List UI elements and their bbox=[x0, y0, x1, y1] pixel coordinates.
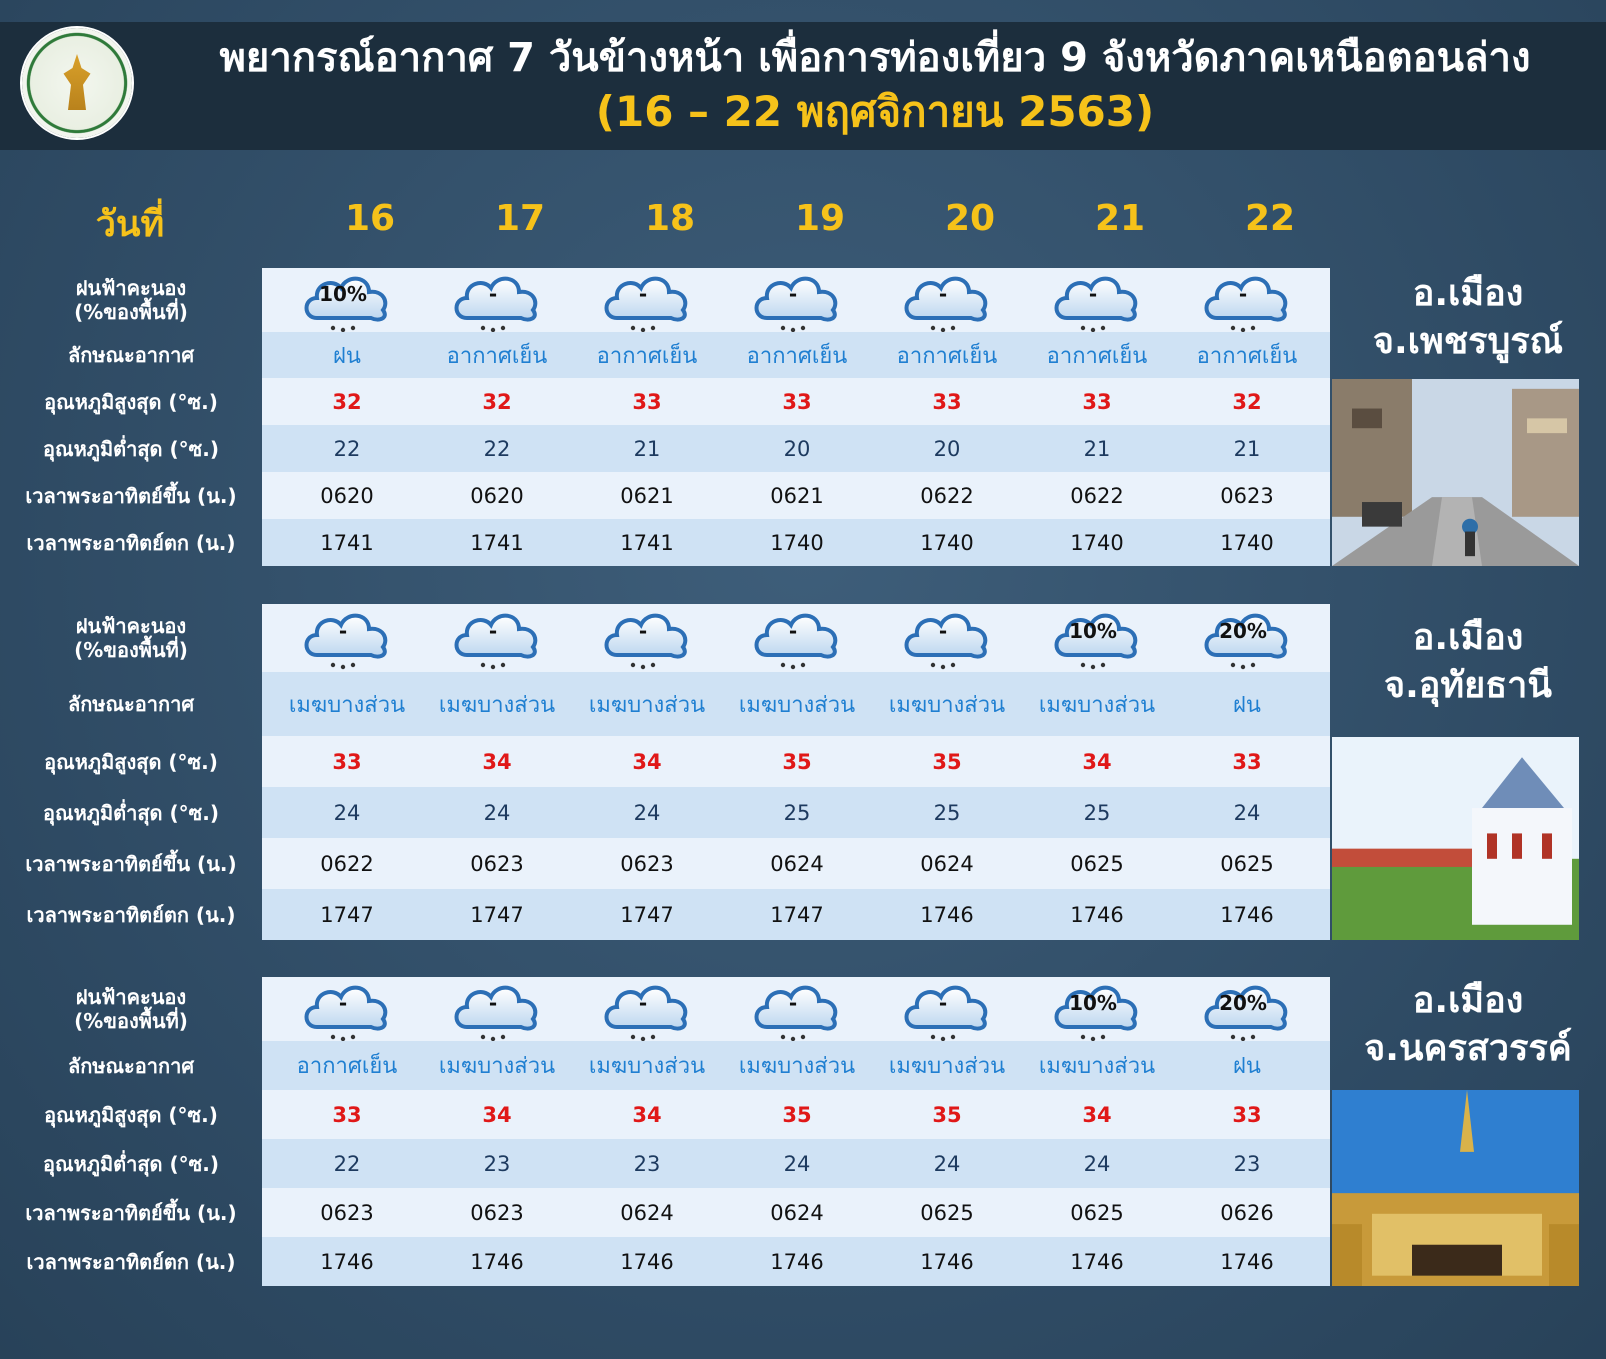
rain-cloud-icon bbox=[449, 977, 545, 1047]
row-condition bbox=[262, 1041, 1330, 1090]
min-temp-cell: 21 bbox=[1233, 436, 1261, 461]
condition-cell: อากาศเย็น bbox=[896, 343, 998, 369]
rain-cloud-cell bbox=[422, 605, 572, 675]
sunrise-cell: 0622 bbox=[1070, 483, 1124, 508]
sunrise-cell: 0622 bbox=[920, 483, 974, 508]
min-temp-cell: 23 bbox=[483, 1151, 511, 1176]
province-name: จ.อุทัยธานี bbox=[1383, 665, 1552, 706]
row-label-rain bbox=[0, 977, 262, 1041]
condition-cell: เมฆบางส่วน bbox=[438, 692, 556, 718]
rain-cloud-icon bbox=[749, 268, 845, 338]
row-min-temp bbox=[262, 425, 1330, 472]
max-temp-cell: 35 bbox=[782, 749, 812, 774]
row-sunset bbox=[262, 889, 1330, 940]
min-temp-cell: 21 bbox=[1083, 436, 1111, 461]
sunset-cell: 1740 bbox=[920, 530, 974, 555]
sunrise-cell: 0625 bbox=[920, 1200, 974, 1225]
row-label-sunrise: เวลาพระอาทิตย์ขึ้น (น.) bbox=[25, 483, 237, 508]
sunset-cell: 1741 bbox=[620, 530, 674, 555]
rain-percent: - bbox=[338, 991, 348, 1015]
rain-percent: - bbox=[488, 282, 498, 306]
rain-cloud-cell bbox=[872, 977, 1022, 1047]
rain-percent: - bbox=[1238, 282, 1248, 306]
forecast-table bbox=[262, 977, 1330, 1286]
rain-cloud-icon bbox=[1049, 605, 1145, 675]
rain-cloud-icon bbox=[1199, 605, 1295, 675]
max-temp-cell: 33 bbox=[332, 749, 362, 774]
page-title: พยากรณ์อากาศ 7 วันข้างหน้า เพื่อการท่องเที่ยว 9 จังหวัดภาคเหนือตอนล่าง bbox=[219, 35, 1531, 81]
date-range-subtitle: (16 – 22 พฤศจิกายน 2563) bbox=[595, 87, 1155, 136]
day-number: 20 bbox=[944, 198, 996, 239]
rain-cloud-cell bbox=[572, 977, 722, 1047]
sunrise-cell: 0620 bbox=[470, 483, 524, 508]
sunrise-cell: 0625 bbox=[1070, 1200, 1124, 1225]
row-max-temp bbox=[262, 1090, 1330, 1139]
sunrise-cell: 0620 bbox=[320, 483, 374, 508]
rain-cloud-icon bbox=[299, 977, 395, 1047]
row-label-rain bbox=[0, 604, 262, 672]
row-label-rain bbox=[0, 268, 262, 332]
rain-percent: - bbox=[938, 991, 948, 1015]
sunset-cell: 1740 bbox=[770, 530, 824, 555]
rain-percent: 10% bbox=[319, 282, 367, 306]
rain-percent: 20% bbox=[1219, 991, 1267, 1015]
min-temp-cell: 24 bbox=[633, 800, 661, 825]
condition-cell: เมฆบางส่วน bbox=[888, 1054, 1006, 1079]
max-temp-cell: 33 bbox=[1232, 749, 1262, 774]
max-temp-cell: 33 bbox=[932, 389, 962, 414]
sunset-cell: 1740 bbox=[1070, 530, 1124, 555]
condition-cell: อากาศเย็น bbox=[1046, 343, 1148, 369]
row-condition bbox=[262, 332, 1330, 378]
rain-cloud-cell bbox=[872, 268, 1022, 338]
min-temp-cell: 22 bbox=[333, 436, 361, 461]
sunrise-cell: 0621 bbox=[620, 483, 674, 508]
rain-percent: - bbox=[788, 282, 798, 306]
day-number: 21 bbox=[1094, 198, 1146, 239]
rain-cloud-cell bbox=[1172, 605, 1322, 675]
row-label-min-temp: อุณหภูมิต่ำสุด (°ซ.) bbox=[43, 800, 219, 825]
sunset-cell: 1747 bbox=[620, 902, 674, 927]
sunset-cell: 1746 bbox=[320, 1249, 374, 1274]
sunrise-cell: 0624 bbox=[920, 851, 974, 876]
rain-percent: - bbox=[1088, 282, 1098, 306]
rain-label-line1: ฝนฟ้าคะนอง bbox=[75, 614, 187, 638]
min-temp-cell: 25 bbox=[783, 800, 811, 825]
rain-cloud-icon bbox=[1199, 977, 1295, 1047]
condition-cell: เมฆบางส่วน bbox=[1038, 692, 1156, 718]
department-logo bbox=[22, 28, 132, 138]
min-temp-cell: 22 bbox=[483, 436, 511, 461]
rain-percent: - bbox=[638, 282, 648, 306]
rain-percent: - bbox=[788, 619, 798, 643]
sunrise-cell: 0624 bbox=[770, 1200, 824, 1225]
min-temp-cell: 24 bbox=[933, 1151, 961, 1176]
rain-cloud-icon bbox=[1199, 268, 1295, 338]
golden-pagoda-photo bbox=[1332, 1090, 1579, 1286]
province-name: จ.นครสวรรค์ bbox=[1364, 1028, 1572, 1069]
max-temp-cell: 33 bbox=[782, 389, 812, 414]
condition-cell: เมฆบางส่วน bbox=[738, 692, 856, 718]
min-temp-cell: 23 bbox=[633, 1151, 661, 1176]
sunrise-cell: 0623 bbox=[470, 1200, 524, 1225]
rain-percent: 10% bbox=[1069, 619, 1117, 643]
rain-cloud-icon bbox=[299, 268, 395, 338]
sunset-cell: 1746 bbox=[920, 902, 974, 927]
condition-cell: อากาศเย็น bbox=[596, 343, 698, 369]
sunrise-cell: 0625 bbox=[1220, 851, 1274, 876]
sunset-cell: 1746 bbox=[1070, 902, 1124, 927]
header-bar bbox=[0, 22, 1606, 150]
rain-cloud-cell bbox=[572, 605, 722, 675]
forecast-table bbox=[262, 268, 1330, 566]
sunset-cell: 1747 bbox=[470, 902, 524, 927]
row-max-temp bbox=[262, 378, 1330, 425]
sunset-cell: 1746 bbox=[470, 1249, 524, 1274]
max-temp-cell: 34 bbox=[482, 1102, 512, 1127]
rain-cloud-cell bbox=[872, 605, 1022, 675]
rain-label-line2: (%ของพื้นที่) bbox=[74, 1009, 188, 1033]
rain-cloud-icon bbox=[749, 605, 845, 675]
sunset-cell: 1746 bbox=[770, 1249, 824, 1274]
sunrise-cell: 0623 bbox=[620, 851, 674, 876]
min-temp-cell: 25 bbox=[1083, 800, 1111, 825]
rain-cloud-icon bbox=[449, 605, 545, 675]
white-pavilion-photo bbox=[1332, 737, 1579, 940]
day-number: 18 bbox=[644, 198, 696, 239]
row-label-sunset: เวลาพระอาทิตย์ตก (น.) bbox=[26, 902, 236, 927]
row-label-min-temp: อุณหภูมิต่ำสุด (°ซ.) bbox=[43, 1151, 219, 1176]
province-section bbox=[0, 604, 1606, 940]
province-section bbox=[0, 977, 1606, 1286]
condition-cell: เมฆบางส่วน bbox=[588, 692, 706, 718]
forecast-table bbox=[262, 604, 1330, 940]
row-label-sunset: เวลาพระอาทิตย์ตก (น.) bbox=[26, 1249, 236, 1274]
day-number: 17 bbox=[494, 198, 546, 239]
condition-cell: อากาศเย็น bbox=[296, 1054, 398, 1079]
min-temp-cell: 24 bbox=[1083, 1151, 1111, 1176]
rain-percent: - bbox=[638, 991, 648, 1015]
place-name bbox=[1330, 977, 1606, 1073]
rain-cloud-icon bbox=[449, 268, 545, 338]
rain-label-line2: (%ของพื้นที่) bbox=[74, 300, 188, 324]
row-min-temp bbox=[262, 787, 1330, 838]
rain-cloud-cell bbox=[722, 977, 872, 1047]
min-temp-cell: 21 bbox=[633, 436, 661, 461]
max-temp-cell: 34 bbox=[1082, 1102, 1112, 1127]
sunrise-cell: 0623 bbox=[1220, 483, 1274, 508]
day-number: 16 bbox=[344, 198, 396, 239]
row-label-sunrise: เวลาพระอาทิตย์ขึ้น (น.) bbox=[25, 851, 237, 876]
rain-cloud-icon bbox=[599, 268, 695, 338]
rain-label-line1: ฝนฟ้าคะนอง bbox=[75, 985, 187, 1009]
condition-cell: อากาศเย็น bbox=[446, 343, 548, 369]
row-label-sunset: เวลาพระอาทิตย์ตก (น.) bbox=[26, 530, 236, 555]
condition-cell: ฝน bbox=[1233, 692, 1261, 718]
rain-cloud-cell bbox=[1022, 605, 1172, 675]
sunset-cell: 1746 bbox=[1070, 1249, 1124, 1274]
condition-cell: ฝน bbox=[1233, 1054, 1261, 1079]
max-temp-cell: 33 bbox=[332, 1102, 362, 1127]
district-name: อ.เมือง bbox=[1412, 273, 1524, 314]
max-temp-cell: 33 bbox=[632, 389, 662, 414]
sunset-cell: 1746 bbox=[620, 1249, 674, 1274]
max-temp-cell: 34 bbox=[1082, 749, 1112, 774]
condition-cell: เมฆบางส่วน bbox=[888, 692, 1006, 718]
rain-cloud-icon bbox=[899, 268, 995, 338]
rain-cloud-icon bbox=[1049, 268, 1145, 338]
row-max-temp bbox=[262, 736, 1330, 787]
rain-cloud-cell bbox=[1022, 977, 1172, 1047]
rain-label-line2: (%ของพื้นที่) bbox=[74, 638, 188, 662]
rain-cloud-cell bbox=[422, 977, 572, 1047]
rain-percent: - bbox=[788, 991, 798, 1015]
max-temp-cell: 32 bbox=[482, 389, 512, 414]
rain-cloud-icon bbox=[899, 977, 995, 1047]
sunset-cell: 1747 bbox=[770, 902, 824, 927]
condition-cell: เมฆบางส่วน bbox=[438, 1054, 556, 1079]
row-min-temp bbox=[262, 1139, 1330, 1188]
sunrise-cell: 0624 bbox=[620, 1200, 674, 1225]
row-sunrise bbox=[262, 1188, 1330, 1237]
sunrise-cell: 0625 bbox=[1070, 851, 1124, 876]
min-temp-cell: 20 bbox=[783, 436, 811, 461]
rain-cloud-cell bbox=[722, 268, 872, 338]
day-number: 22 bbox=[1244, 198, 1296, 239]
row-rain bbox=[262, 977, 1330, 1041]
min-temp-cell: 24 bbox=[483, 800, 511, 825]
row-label-condition: ลักษณะอากาศ bbox=[67, 1053, 195, 1078]
row-sunset bbox=[262, 1237, 1330, 1286]
max-temp-cell: 33 bbox=[1232, 1102, 1262, 1127]
max-temp-cell: 32 bbox=[332, 389, 362, 414]
district-name: อ.เมือง bbox=[1412, 980, 1524, 1021]
row-rain bbox=[262, 604, 1330, 672]
district-name: อ.เมือง bbox=[1412, 617, 1524, 658]
rain-percent: 20% bbox=[1219, 619, 1267, 643]
condition-cell: เมฆบางส่วน bbox=[1038, 1054, 1156, 1079]
max-temp-cell: 34 bbox=[632, 1102, 662, 1127]
rain-cloud-icon bbox=[599, 605, 695, 675]
condition-cell: อากาศเย็น bbox=[1196, 343, 1298, 369]
rain-percent: - bbox=[488, 991, 498, 1015]
row-label-min-temp: อุณหภูมิต่ำสุด (°ซ.) bbox=[43, 436, 219, 461]
rain-cloud-cell bbox=[272, 605, 422, 675]
rain-cloud-cell bbox=[1022, 268, 1172, 338]
rain-percent: 10% bbox=[1069, 991, 1117, 1015]
min-temp-cell: 24 bbox=[1233, 800, 1261, 825]
sunrise-cell: 0621 bbox=[770, 483, 824, 508]
row-sunrise bbox=[262, 472, 1330, 519]
max-temp-cell: 34 bbox=[482, 749, 512, 774]
rain-cloud-icon bbox=[899, 605, 995, 675]
rain-cloud-icon bbox=[599, 977, 695, 1047]
street-scene-photo bbox=[1332, 379, 1579, 566]
row-label-sunrise: เวลาพระอาทิตย์ขึ้น (น.) bbox=[25, 1200, 237, 1225]
sunrise-cell: 0626 bbox=[1220, 1200, 1274, 1225]
max-temp-cell: 34 bbox=[632, 749, 662, 774]
province-name: จ.เพชรบูรณ์ bbox=[1372, 321, 1564, 362]
rain-percent: - bbox=[638, 619, 648, 643]
rain-cloud-icon bbox=[1049, 977, 1145, 1047]
deity-figure-icon bbox=[62, 54, 92, 110]
sunset-cell: 1746 bbox=[920, 1249, 974, 1274]
row-condition bbox=[262, 672, 1330, 736]
sunset-cell: 1741 bbox=[320, 530, 374, 555]
row-rain bbox=[262, 268, 1330, 332]
rain-cloud-cell bbox=[422, 268, 572, 338]
rain-percent: - bbox=[488, 619, 498, 643]
province-section bbox=[0, 268, 1606, 566]
row-label-condition: ลักษณะอากาศ bbox=[67, 692, 195, 716]
sunset-cell: 1741 bbox=[470, 530, 524, 555]
row-label-max-temp: อุณหภูมิสูงสุด (°ซ.) bbox=[44, 749, 218, 774]
min-temp-cell: 24 bbox=[783, 1151, 811, 1176]
rain-cloud-cell bbox=[722, 605, 872, 675]
condition-cell: เมฆบางส่วน bbox=[288, 692, 406, 718]
sunset-cell: 1746 bbox=[1220, 902, 1274, 927]
min-temp-cell: 23 bbox=[1233, 1151, 1261, 1176]
rain-percent: - bbox=[938, 282, 948, 306]
max-temp-cell: 33 bbox=[1082, 389, 1112, 414]
rain-cloud-cell bbox=[272, 977, 422, 1047]
row-label-max-temp: อุณหภูมิสูงสุด (°ซ.) bbox=[44, 1102, 218, 1127]
min-temp-cell: 20 bbox=[933, 436, 961, 461]
sunrise-cell: 0623 bbox=[320, 1200, 374, 1225]
rain-cloud-cell bbox=[1172, 977, 1322, 1047]
row-label-condition: ลักษณะอากาศ bbox=[67, 343, 195, 367]
sunset-cell: 1746 bbox=[1220, 1249, 1274, 1274]
rain-cloud-cell bbox=[1172, 268, 1322, 338]
rain-label-line1: ฝนฟ้าคะนอง bbox=[75, 276, 187, 300]
min-temp-cell: 24 bbox=[333, 800, 361, 825]
sunrise-cell: 0623 bbox=[470, 851, 524, 876]
day-number: 19 bbox=[794, 198, 846, 239]
max-temp-cell: 35 bbox=[932, 1102, 962, 1127]
sunrise-cell: 0624 bbox=[770, 851, 824, 876]
row-sunset bbox=[262, 519, 1330, 566]
rain-cloud-icon bbox=[299, 605, 395, 675]
rain-percent: - bbox=[938, 619, 948, 643]
rain-cloud-cell bbox=[272, 268, 422, 338]
rain-cloud-icon bbox=[749, 977, 845, 1047]
day-column-label: วันที่ bbox=[95, 204, 165, 245]
place-name bbox=[1330, 270, 1606, 366]
max-temp-cell: 32 bbox=[1232, 389, 1262, 414]
rain-cloud-cell bbox=[572, 268, 722, 338]
condition-cell: ฝน bbox=[333, 343, 361, 369]
sunset-cell: 1740 bbox=[1220, 530, 1274, 555]
place-name bbox=[1330, 614, 1606, 710]
min-temp-cell: 25 bbox=[933, 800, 961, 825]
min-temp-cell: 22 bbox=[333, 1151, 361, 1176]
row-label-max-temp: อุณหภูมิสูงสุด (°ซ.) bbox=[44, 389, 218, 414]
condition-cell: เมฆบางส่วน bbox=[738, 1054, 856, 1079]
condition-cell: เมฆบางส่วน bbox=[588, 1054, 706, 1079]
row-sunrise bbox=[262, 838, 1330, 889]
rain-percent: - bbox=[338, 619, 348, 643]
condition-cell: อากาศเย็น bbox=[746, 343, 848, 369]
sunset-cell: 1747 bbox=[320, 902, 374, 927]
max-temp-cell: 35 bbox=[782, 1102, 812, 1127]
max-temp-cell: 35 bbox=[932, 749, 962, 774]
sunrise-cell: 0622 bbox=[320, 851, 374, 876]
